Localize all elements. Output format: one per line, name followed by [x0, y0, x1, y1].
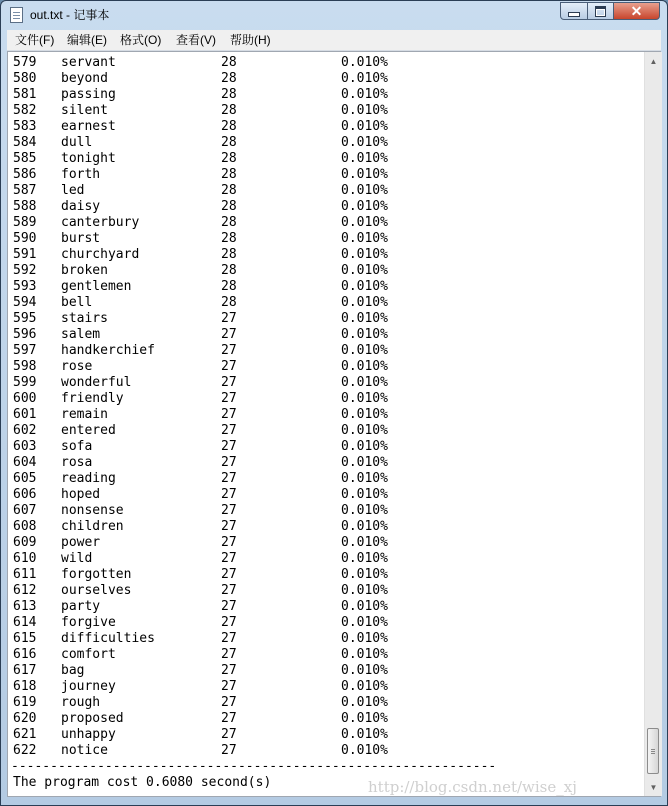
row-rank: 610	[13, 551, 37, 566]
row-count: 28	[221, 151, 237, 166]
row-word: journey	[61, 679, 116, 694]
row-percent: 0.010%	[341, 631, 388, 646]
row-word: power	[61, 535, 101, 550]
window-title: out.txt - 记事本	[30, 8, 110, 22]
row-word: rose	[61, 359, 93, 374]
row-count: 28	[221, 231, 237, 246]
row-rank: 614	[13, 615, 37, 630]
table-row	[11, 295, 641, 311]
row-word: forgive	[61, 615, 116, 630]
table-row	[11, 679, 641, 695]
row-percent: 0.010%	[341, 583, 388, 598]
row-word: unhappy	[61, 727, 116, 742]
table-row	[11, 487, 641, 503]
row-word: comfort	[61, 647, 116, 662]
row-percent: 0.010%	[341, 455, 388, 470]
row-percent: 0.010%	[341, 279, 388, 294]
row-word: servant	[61, 55, 116, 70]
row-count: 27	[221, 519, 237, 534]
row-percent: 0.010%	[341, 215, 388, 230]
row-count: 27	[221, 711, 237, 726]
cost-line: The program cost 0.6080 second(s)	[13, 775, 272, 790]
row-word: salem	[61, 327, 101, 342]
menu-format[interactable]: 格式(O)	[120, 33, 162, 47]
table-row	[11, 183, 641, 199]
row-count: 27	[221, 727, 237, 742]
grip-icon	[651, 749, 655, 750]
row-percent: 0.010%	[341, 615, 388, 630]
row-word: proposed	[61, 711, 124, 726]
row-percent: 0.010%	[341, 327, 388, 342]
row-percent: 0.010%	[341, 439, 388, 454]
row-word: handkerchief	[61, 343, 155, 358]
row-count: 28	[221, 87, 237, 102]
row-count: 27	[221, 599, 237, 614]
row-count: 27	[221, 583, 237, 598]
row-percent: 0.010%	[341, 263, 388, 278]
row-percent: 0.010%	[341, 711, 388, 726]
row-count: 28	[221, 247, 237, 262]
table-row	[11, 663, 641, 679]
scroll-up-button[interactable]	[646, 53, 661, 69]
menu-help[interactable]: 帮助(H)	[230, 33, 271, 47]
row-count: 27	[221, 679, 237, 694]
row-count: 28	[221, 183, 237, 198]
row-word: burst	[61, 231, 101, 246]
row-word: rosa	[61, 455, 93, 470]
row-percent: 0.010%	[341, 183, 388, 198]
table-row	[11, 503, 641, 519]
row-count: 28	[221, 295, 237, 310]
table-row	[11, 103, 641, 119]
table-row	[11, 631, 641, 647]
row-percent: 0.010%	[341, 503, 388, 518]
row-percent: 0.010%	[341, 743, 388, 758]
notepad-icon[interactable]	[10, 7, 23, 23]
menu-bar	[7, 30, 661, 51]
row-count: 27	[221, 615, 237, 630]
row-rank: 585	[13, 151, 37, 166]
table-row	[11, 583, 641, 599]
row-percent: 0.010%	[341, 359, 388, 374]
table-row	[11, 695, 641, 711]
table-row	[11, 215, 641, 231]
row-count: 27	[221, 503, 237, 518]
row-percent: 0.010%	[341, 695, 388, 710]
table-row	[11, 439, 641, 455]
row-count: 28	[221, 215, 237, 230]
row-percent: 0.010%	[341, 519, 388, 534]
row-word: ourselves	[61, 583, 132, 598]
row-percent: 0.010%	[341, 647, 388, 662]
watermark-text: http://blog.csdn.net/wise_xj	[368, 778, 577, 796]
row-rank: 607	[13, 503, 37, 518]
row-count: 28	[221, 103, 237, 118]
table-row	[11, 199, 641, 215]
row-rank: 581	[13, 87, 37, 102]
row-rank: 597	[13, 343, 37, 358]
row-rank: 598	[13, 359, 37, 374]
row-percent: 0.010%	[341, 343, 388, 358]
row-count: 28	[221, 167, 237, 182]
table-row	[11, 711, 641, 727]
row-percent: 0.010%	[341, 663, 388, 678]
row-rank: 619	[13, 695, 37, 710]
row-rank: 618	[13, 679, 37, 694]
menu-edit[interactable]: 编辑(E)	[67, 33, 107, 47]
table-row	[11, 423, 641, 439]
row-count: 27	[221, 375, 237, 390]
row-rank: 589	[13, 215, 37, 230]
row-count: 28	[221, 55, 237, 70]
close-icon: ✕	[630, 3, 643, 19]
table-row	[11, 87, 641, 103]
row-rank: 612	[13, 583, 37, 598]
text-editor[interactable]	[7, 51, 661, 797]
row-rank: 587	[13, 183, 37, 198]
table-row	[11, 391, 641, 407]
table-row	[11, 167, 641, 183]
row-rank: 586	[13, 167, 37, 182]
row-percent: 0.010%	[341, 199, 388, 214]
row-word: children	[61, 519, 124, 534]
row-count: 27	[221, 439, 237, 454]
row-percent: 0.010%	[341, 135, 388, 150]
row-percent: 0.010%	[341, 247, 388, 262]
table-row	[11, 343, 641, 359]
table-row	[11, 535, 641, 551]
row-rank: 592	[13, 263, 37, 278]
row-rank: 601	[13, 407, 37, 422]
table-row	[11, 55, 641, 71]
menu-view[interactable]: 查看(V)	[176, 33, 216, 47]
table-row	[11, 151, 641, 167]
row-percent: 0.010%	[341, 727, 388, 742]
row-word: tonight	[61, 151, 116, 166]
row-rank: 579	[13, 55, 37, 70]
row-count: 27	[221, 343, 237, 358]
row-percent: 0.010%	[341, 599, 388, 614]
table-row	[11, 599, 641, 615]
table-row	[11, 567, 641, 583]
row-count: 27	[221, 327, 237, 342]
table-row	[11, 455, 641, 471]
row-percent: 0.010%	[341, 487, 388, 502]
table-row	[11, 551, 641, 567]
table-row	[11, 327, 641, 343]
row-rank: 583	[13, 119, 37, 134]
row-word: canterbury	[61, 215, 140, 230]
row-rank: 602	[13, 423, 37, 438]
row-percent: 0.010%	[341, 391, 388, 406]
row-count: 27	[221, 487, 237, 502]
row-percent: 0.010%	[341, 535, 388, 550]
row-rank: 580	[13, 71, 37, 86]
row-word: led	[61, 183, 85, 198]
row-percent: 0.010%	[341, 119, 388, 134]
text-content[interactable]	[11, 55, 641, 795]
row-rank: 616	[13, 647, 37, 662]
table-row	[11, 231, 641, 247]
table-row	[11, 727, 641, 743]
row-count: 27	[221, 743, 237, 758]
row-rank: 582	[13, 103, 37, 118]
row-word: broken	[61, 263, 108, 278]
row-word: passing	[61, 87, 116, 102]
table-row	[11, 71, 641, 87]
row-word: nonsense	[61, 503, 124, 518]
row-count: 27	[221, 455, 237, 470]
table-row	[11, 375, 641, 391]
row-rank: 620	[13, 711, 37, 726]
row-word: stairs	[61, 311, 108, 326]
row-rank: 621	[13, 727, 37, 742]
table-row	[11, 471, 641, 487]
row-word: bag	[61, 663, 85, 678]
table-row	[11, 519, 641, 535]
row-word: entered	[61, 423, 116, 438]
row-word: forth	[61, 167, 101, 182]
table-row	[11, 743, 641, 759]
close-button[interactable]	[613, 2, 660, 20]
row-percent: 0.010%	[341, 551, 388, 566]
row-count: 28	[221, 119, 237, 134]
table-row	[11, 135, 641, 151]
row-rank: 603	[13, 439, 37, 454]
title-bar[interactable]	[1, 1, 667, 29]
chevron-down-icon: ▼	[649, 782, 658, 792]
row-rank: 596	[13, 327, 37, 342]
row-rank: 609	[13, 535, 37, 550]
row-count: 27	[221, 471, 237, 486]
row-count: 28	[221, 71, 237, 86]
row-count: 27	[221, 407, 237, 422]
row-word: hoped	[61, 487, 101, 502]
row-percent: 0.010%	[341, 231, 388, 246]
row-percent: 0.010%	[341, 103, 388, 118]
table-row	[11, 407, 641, 423]
row-word: wonderful	[61, 375, 132, 390]
row-count: 27	[221, 535, 237, 550]
row-count: 27	[221, 423, 237, 438]
row-rank: 608	[13, 519, 37, 534]
row-rank: 593	[13, 279, 37, 294]
minimize-button[interactable]	[560, 2, 588, 20]
table-row	[11, 279, 641, 295]
row-word: sofa	[61, 439, 93, 454]
row-percent: 0.010%	[341, 295, 388, 310]
row-count: 28	[221, 279, 237, 294]
row-percent: 0.010%	[341, 55, 388, 70]
row-count: 27	[221, 359, 237, 374]
table-row	[11, 647, 641, 663]
row-rank: 605	[13, 471, 37, 486]
row-word: party	[61, 599, 101, 614]
menu-file[interactable]: 文件(F)	[15, 33, 55, 47]
row-percent: 0.010%	[341, 679, 388, 694]
row-rank: 613	[13, 599, 37, 614]
row-rank: 600	[13, 391, 37, 406]
row-word: silent	[61, 103, 108, 118]
row-rank: 588	[13, 199, 37, 214]
row-rank: 617	[13, 663, 37, 678]
separator-line: --------------------------------------------------------------	[11, 759, 497, 774]
row-word: gentlemen	[61, 279, 132, 294]
word-frequency-list	[11, 55, 641, 759]
row-word: notice	[61, 743, 108, 758]
row-word: reading	[61, 471, 116, 486]
row-word: remain	[61, 407, 108, 422]
row-percent: 0.010%	[341, 407, 388, 422]
row-count: 27	[221, 663, 237, 678]
table-row	[11, 247, 641, 263]
table-row	[11, 119, 641, 135]
row-word: forgotten	[61, 567, 132, 582]
row-word: beyond	[61, 71, 108, 86]
row-rank: 590	[13, 231, 37, 246]
row-rank: 615	[13, 631, 37, 646]
row-count: 28	[221, 135, 237, 150]
row-rank: 611	[13, 567, 37, 582]
table-row	[11, 615, 641, 631]
row-count: 28	[221, 263, 237, 278]
row-rank: 604	[13, 455, 37, 470]
row-word: bell	[61, 295, 93, 310]
row-percent: 0.010%	[341, 375, 388, 390]
row-rank: 606	[13, 487, 37, 502]
row-word: daisy	[61, 199, 101, 214]
row-word: difficulties	[61, 631, 155, 646]
row-count: 27	[221, 567, 237, 582]
vertical-scrollbar[interactable]	[644, 52, 662, 796]
row-rank: 591	[13, 247, 37, 262]
maximize-button[interactable]	[587, 2, 614, 20]
row-word: friendly	[61, 391, 124, 406]
row-percent: 0.010%	[341, 567, 388, 582]
table-row	[11, 311, 641, 327]
table-row	[11, 359, 641, 375]
minimize-icon	[568, 12, 580, 17]
table-row	[11, 263, 641, 279]
row-percent: 0.010%	[341, 423, 388, 438]
row-word: earnest	[61, 119, 116, 134]
row-word: churchyard	[61, 247, 140, 262]
row-count: 27	[221, 647, 237, 662]
row-rank: 584	[13, 135, 37, 150]
row-rank: 599	[13, 375, 37, 390]
row-percent: 0.010%	[341, 151, 388, 166]
row-count: 27	[221, 551, 237, 566]
row-percent: 0.010%	[341, 71, 388, 86]
chevron-up-icon: ▲	[649, 56, 658, 66]
row-word: wild	[61, 551, 93, 566]
row-rank: 594	[13, 295, 37, 310]
row-count: 27	[221, 311, 237, 326]
row-word: rough	[61, 695, 101, 710]
row-rank: 595	[13, 311, 37, 326]
row-count: 28	[221, 199, 237, 214]
row-word: dull	[61, 135, 93, 150]
row-rank: 622	[13, 743, 37, 758]
row-percent: 0.010%	[341, 87, 388, 102]
row-count: 27	[221, 695, 237, 710]
maximize-icon	[595, 6, 606, 17]
row-percent: 0.010%	[341, 311, 388, 326]
row-count: 27	[221, 391, 237, 406]
row-percent: 0.010%	[341, 471, 388, 486]
scroll-down-button[interactable]	[646, 779, 661, 795]
row-percent: 0.010%	[341, 167, 388, 182]
row-count: 27	[221, 631, 237, 646]
scrollbar-thumb[interactable]	[647, 728, 659, 774]
